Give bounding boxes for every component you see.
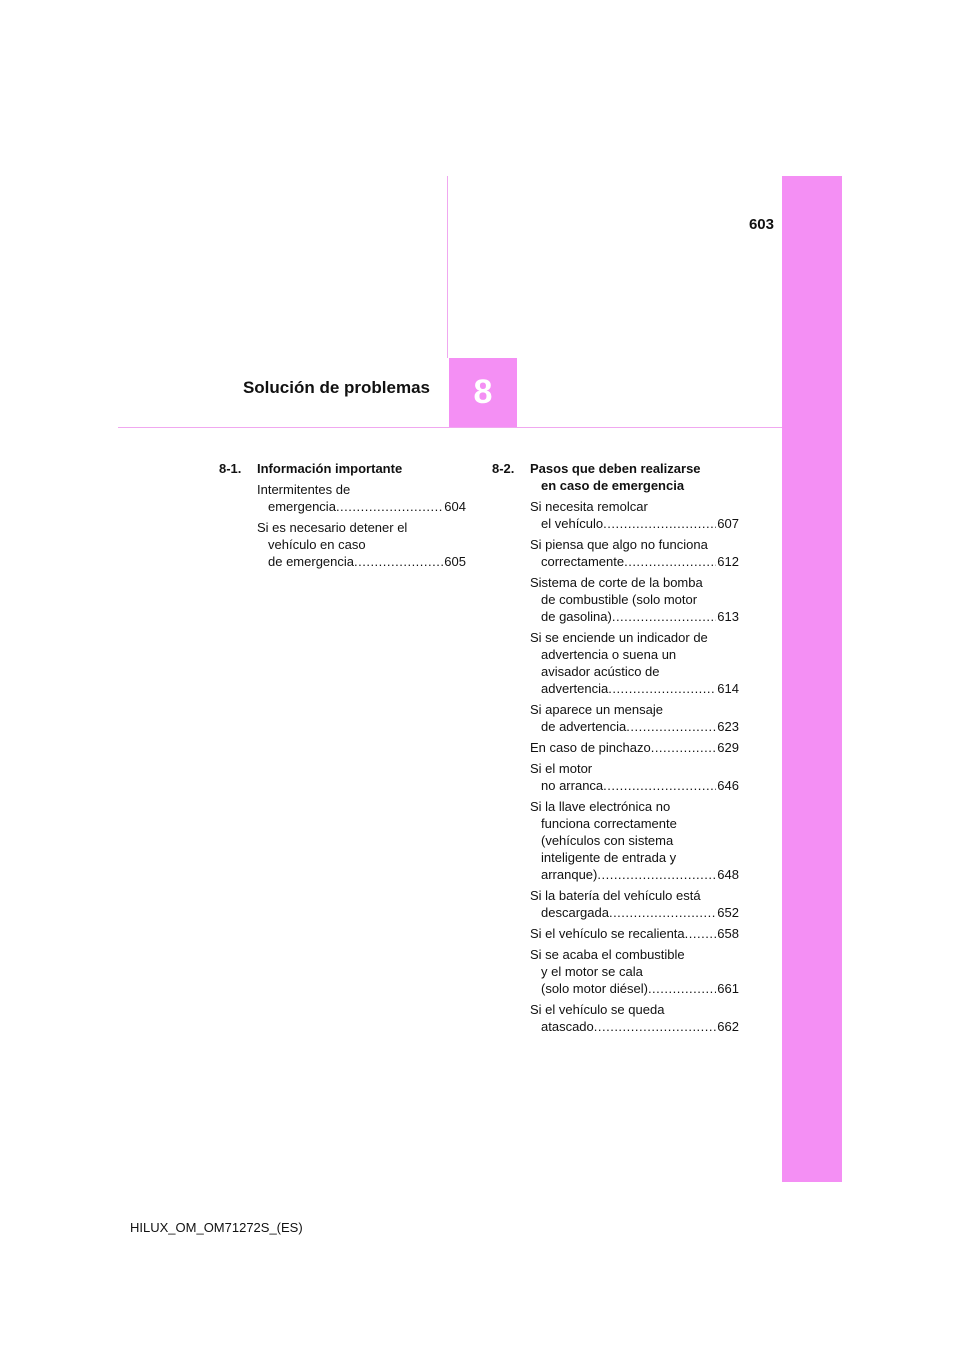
toc-page-number: 605 [444,554,466,569]
toc-page-number: 629 [717,740,739,755]
toc-entry-text: Si el vehículo se queda [530,1002,665,1017]
toc-entry-last-line [530,925,739,942]
toc-entry-text: En caso de pinchazo [530,740,651,755]
toc-entry-text: correctamente [541,554,625,569]
chapter-thumb-tab [782,176,842,1182]
toc-entry-text: Intermitentes de [257,482,351,497]
toc-entry[interactable] [530,536,739,570]
toc-column-left [219,460,466,570]
section-heading [492,460,739,494]
page-number: 603 [748,216,774,233]
toc-page-number: 604 [444,499,466,514]
toc-page-number: 623 [717,719,739,734]
dot-leader [603,777,716,794]
toc-page-number: 646 [717,778,739,793]
chapter-number: 8 [473,373,493,411]
toc-entry-text: inteligente de entrada y [541,850,677,865]
toc-entry-text: emergencia [268,499,336,514]
toc-page-number: 661 [717,981,739,996]
toc-entry[interactable] [530,739,739,756]
toc-page-number: 648 [717,867,739,882]
toc-entry[interactable] [530,798,739,883]
toc-column-right [492,460,739,1035]
toc-entry-last-line [257,498,466,515]
toc-entry-text: vehículo en caso [268,537,366,552]
section-title-line: Pasos que deben realizarse [530,461,701,476]
toc-entry-text: de gasolina) [541,609,612,624]
toc-entry-list [492,498,739,1035]
toc-entry-last-line [530,718,739,735]
dot-leader [597,866,716,883]
toc-entry-text: Si se enciende un indicador de [530,630,708,645]
dot-leader [648,980,716,997]
toc-entry-text: Si la llave electrónica no [530,799,671,814]
toc-entry-last-line [530,777,739,794]
dot-leader [624,553,716,570]
toc-entry-last-line [530,608,739,625]
toc-entry-list [219,481,466,570]
toc-page-number: 652 [717,905,739,920]
document-code-footer: HILUX_OM_OM71272S_(ES) [130,1220,303,1235]
toc-entry-last-line [530,904,739,921]
toc-entry[interactable] [530,701,739,735]
dot-leader [336,498,443,515]
toc-entry-text: de combustible (solo motor [541,592,698,607]
toc-entry[interactable] [530,887,739,921]
section-title [257,460,466,477]
section-title [530,460,739,494]
toc-entry-last-line [530,1018,739,1035]
dot-leader [608,680,716,697]
toc-entry-last-line [530,980,739,997]
toc-entry-text: no arranca [541,778,604,793]
section-number: 8-1. [219,461,242,476]
dot-leader [685,925,717,942]
chapter-title: Solución de problemas [242,378,430,397]
toc-entry[interactable] [530,574,739,625]
header-vertical-rule [447,176,448,358]
toc-entry-last-line [257,553,466,570]
toc-entry-text: y el motor se cala [541,964,643,979]
dot-leader [612,608,716,625]
toc-entry-text: el vehículo [541,516,604,531]
toc-entry-last-line [530,680,739,697]
toc-entry[interactable] [257,481,466,515]
toc-entry-text: Si el vehículo se recalienta [530,926,685,941]
toc-entry-text: Si se acaba el combustible [530,947,685,962]
toc-page-number: 612 [717,554,739,569]
dot-leader [603,515,716,532]
toc-entry[interactable] [530,946,739,997]
toc-entry[interactable] [530,629,739,697]
toc-entry-text: (vehículos con sistema [541,833,674,848]
toc-entry-text: avisador acústico de [541,664,660,679]
dot-leader [354,553,443,570]
toc-entry[interactable] [530,1001,739,1035]
toc-page-number: 614 [717,681,739,696]
toc-page-number: 658 [717,926,739,941]
toc-entry-text: Si es necesario detener el [257,520,408,535]
toc-entry-last-line [530,515,739,532]
toc-entry-text: Si piensa que algo no funciona [530,537,708,552]
section-number: 8-2. [492,461,515,476]
dot-leader [594,1018,717,1035]
toc-entry-last-line [530,739,739,756]
toc-entry-text: advertencia o suena un [541,647,677,662]
dot-leader [626,718,716,735]
header-horizontal-rule [118,427,782,428]
toc-entry-text: atascado [541,1019,594,1034]
dot-leader [609,904,716,921]
toc-entry-text: Sistema de corte de la bomba [530,575,703,590]
section-heading [219,460,466,477]
toc-entry-text: arranque) [541,867,598,882]
toc-entry-text: de advertencia [541,719,627,734]
toc-entry-text: advertencia [541,681,609,696]
toc-page-number: 662 [717,1019,739,1034]
toc-entry-text: Si el motor [530,761,593,776]
toc-entry-text: funciona correctamente [541,816,677,831]
toc-entry-text: descargada [541,905,609,920]
toc-entry-text: Si necesita remolcar [530,499,648,514]
section-title-line: Información importante [257,461,403,476]
toc-entry[interactable] [530,498,739,532]
toc-entry-text: Si aparece un mensaje [530,702,663,717]
toc-entry[interactable] [530,925,739,942]
toc-entry[interactable] [257,519,466,570]
toc-page-number: 613 [717,609,739,624]
toc-entry-text: (solo motor diésel) [541,981,648,996]
section-title-line: en caso de emergencia [541,478,685,493]
toc-page-number: 607 [717,516,739,531]
chapter-number-box [449,358,517,427]
toc-entry-text: de emergencia [268,554,354,569]
dot-leader [651,739,717,756]
toc-entry-last-line [530,866,739,883]
toc-entry-last-line [530,553,739,570]
toc-entry[interactable] [530,760,739,794]
toc-entry-text: Si la batería del vehículo está [530,888,701,903]
